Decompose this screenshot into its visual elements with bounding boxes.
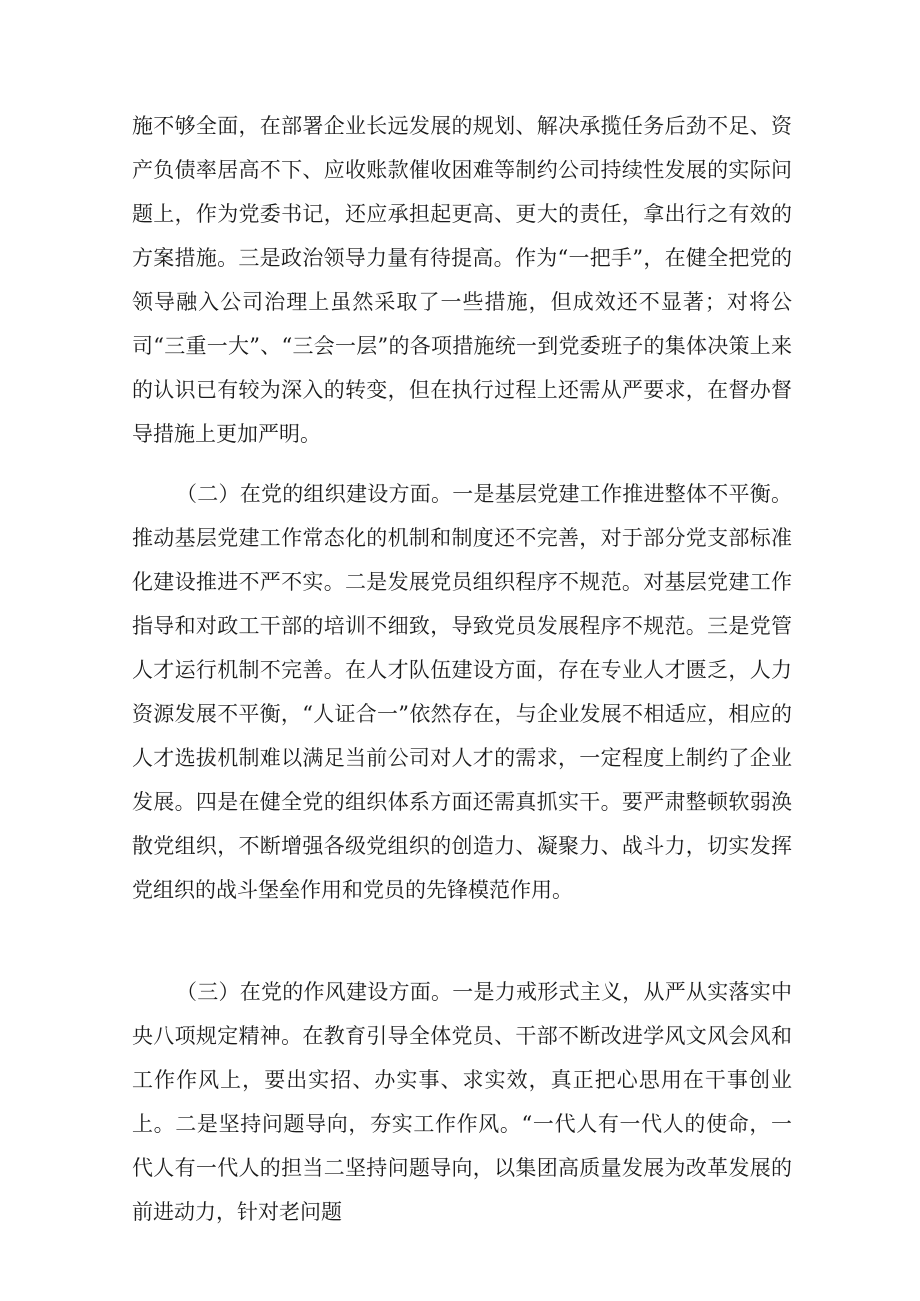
paragraph-organization-building [132, 472, 792, 912]
paragraph-continuation [132, 104, 792, 456]
paragraph-text: 施不够全面，在部署企业长远发展的规划、解决承揽任务后劲不足、资产负债率居高不下、应收账款催收困难等制约公司持续性发展的实际问题上，作为党委书记，还应承担起更高、更大的责任，拿出行之有效的方案措施。三是政治领导力量有待提高。作为“一把手”，在健全把党的领导融入公司治理上虽然采取了一些措施，但成效还不显著；对将公司“三重一大”、“三会一层”的各项措施统一到党委班子的集体决策上来的认识已有较为深入的转变，但在执行过程上还需从严要求，在督办督导措施上更加严明。 [132, 114, 792, 446]
paragraph-text: （二）在党的组织建设方面。一是基层党建工作推进整体不平衡。推动基层党建工作常态化的机制和制度还不完善，对于部分党支部标准化建设推进不严不实。二是发展党员组织程序不规范。对基层党建工作指导和对政工干部的培训不细致，导致党员发展程序不规范。三是党管人才运行机制不完善。在人才队伍建设方面，存在专业人才匮乏，人力资源发展不平衡，“人证合一”依然存在，与企业发展不相适应，相应的人才选拔机制难以满足当前公司对人才的需求，一定程度上制约了企业发展。四是在健全党的组织体系方面还需真抓实干。要严肃整顿软弱涣散党组织，不断增强各级党组织的创造力、凝聚力、战斗力，切实发挥党组织的战斗堡垒作用和党员的先锋模范作用。 [132, 482, 792, 902]
paragraph-work-style-building [132, 970, 792, 1234]
paragraph-text: （三）在党的作风建设方面。一是力戒形式主义，从严从实落实中央八项规定精神。在教育引导全体党员、干部不断改进学风文风会风和工作作风上，要出实招、办实事、求实效，真正把心思用在干事创业上。二是坚持问题导向，夯实工作作风。“一代人有一代人的使命，一代人有一代人的担当二坚持问题导向，以集团高质量发展为改革发展的前进动力，针对老问题 [132, 980, 792, 1224]
